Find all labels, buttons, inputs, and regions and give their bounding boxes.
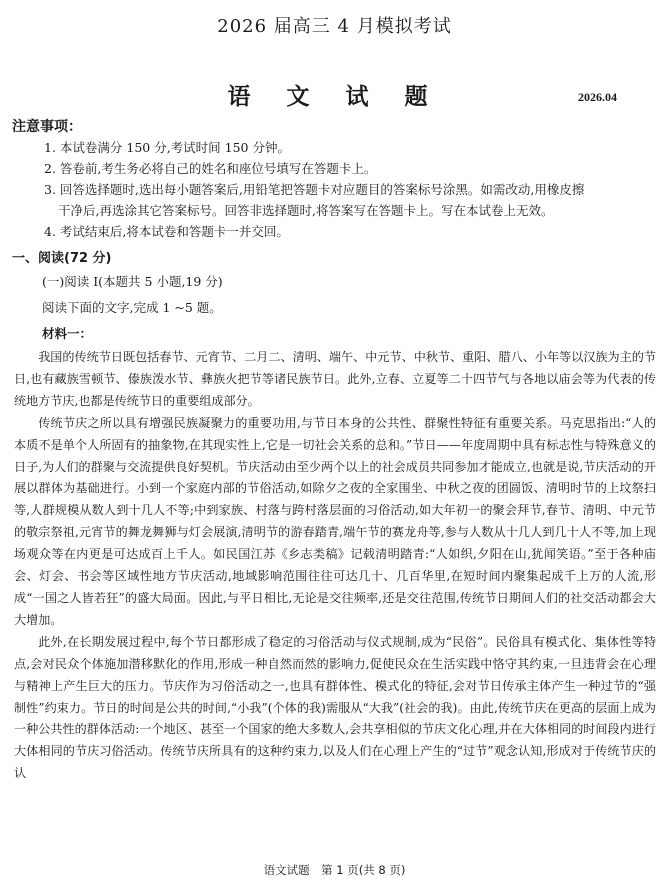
passage-paragraph-2: 传统节庆之所以具有增强民族凝聚力的重要功用,与节日本身的公共性、群聚性特征有重要关系。马克思指出:“人的本质不是单个人所固有的抽象物,在其现实性上,它是一切社会关系的总和。”节日——年度周期中具有标志性与特殊意义的日子,为人们的群聚与交流提供良好契机。节庆活动由至少两个以上的社会成员共同参加才能成立,也就是说,节庆活动的开展以群体为基础进行。小到一个家庭内部的节俗活动,如除夕之夜的全家围坐、中秋之夜的团圆饭、清明时节的上坟祭扫等,人群规模从数人到十几人不等;中到家族、村落与跨村落层面的习俗活动,如大年初一的聚会拜节,春节、清明、中元节的敬宗祭祖,元宵节的舞龙舞狮与灯会展演,清明节的游春踏青,端午节的赛龙舟等,参与人数从十几人到几十人不等,加上现场观众等在内更是可达成百上千人。如民国江苏《乡志类稿》记载清明踏青:“人如织,夕阳在山,犹闻笑语。”至于各种庙会、灯会、书会等区域性地方节庆活动,地域影响范围往往可达几十、几百华里,在短时间内聚集起成千上万的人流,形成“一国之人皆若狂”的盛大局面。因此,与平日相比,无论是交往频率,还是交往范围,传统节日期间人们的社交活动都会大大增加。 xyxy=(14,415,656,627)
subject-title: 语 文 试 题 xyxy=(227,83,442,110)
notice-item-4: 4. 考试结束后,将本试卷和答题卡一并交回。 xyxy=(44,224,289,239)
reading-passage xyxy=(14,347,656,785)
page-footer: 语文试题 第 1 页(共 8 页) xyxy=(263,863,406,877)
notice-item-1: 1. 本试卷满分 150 分,考试时间 150 分钟。 xyxy=(44,140,290,155)
notice-item-3: 3. 回答选择题时,选出每小题答案后,用铅笔把答题卡对应题目的答案标号涂黑。如需改动,用橡皮擦 xyxy=(44,182,585,197)
notice-list xyxy=(44,137,660,242)
material-label: 材料一： xyxy=(42,326,93,341)
reading-instruction: 阅读下面的文字,完成 1 ~5 题。 xyxy=(42,300,222,315)
notice-heading: 注意事项： xyxy=(12,119,82,135)
section-heading: 一、阅读(72 分) xyxy=(12,251,112,266)
exam-title: 2026 届高三 4 月模拟考试 xyxy=(217,16,452,37)
notice-item-3-continued: 干净后,再选涂其它答案标号。回答非选择题时,将答案写在答题卡上。写在本试卷上无效。 xyxy=(58,203,554,218)
exam-date: 2026.04 xyxy=(578,90,617,104)
passage-paragraph-3: 此外,在长期发展过程中,每个节日都形成了稳定的习俗活动与仪式规制,成为“民俗”。民俗具有模式化、集体性等特点,会对民众个体施加潜移默化的作用,形成一种自然而然的影响力,促使民众在生活实践中恪守其约束,一旦违背会在心理与精神上产生巨大的压力。节庆作为习俗活动之一,也具有群体性、模式化的特征,会对节日传承主体产生一种过节的“强制性”约束力。节日的时间是公共的时间,“小我”(个体的我)需服从“大我”(社会的我)。由此,传统节庆在更高的层面上成为一种公共性的群体活动:一个地区、甚至一个国家的绝大多数人,会共享相似的节庆文化心理,并在大体相同的时间段内进行大体相同的节庆习俗活动。传统节庆所具有的这种约束力,以及人们在心理上产生的“过节”观念认知,形成对于传统节庆的认 xyxy=(14,634,656,781)
notice-item-2: 2. 答卷前,考生务必将自己的姓名和座位号填写在答题卡上。 xyxy=(44,161,377,176)
subsection-heading: (一)阅读 I(本题共 5 小题,19 分) xyxy=(42,274,223,289)
passage-paragraph-1: 我国的传统节日既包括春节、元宵节、二月二、清明、端午、中元节、中秋节、重阳、腊八、小年等以汉族为主的节日,也有藏族雪顿节、傣族泼水节、彝族火把节等诸民族节日。此外,立春、立夏等二十四节气与各地以庙会等为代表的传统地方节庆,也都是传统节日的重要组成部分。 xyxy=(14,350,656,408)
